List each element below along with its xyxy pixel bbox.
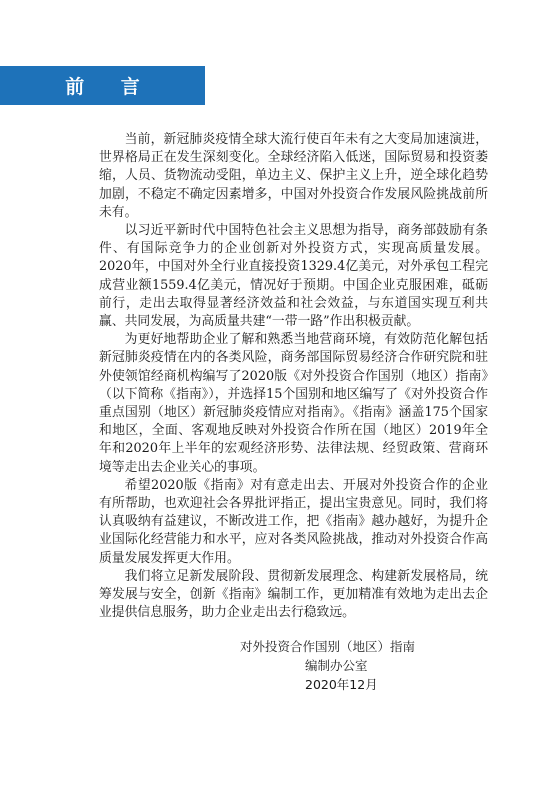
signature-office: 编制办公室 <box>305 658 368 673</box>
signature-date: 2020年12月 <box>305 677 378 692</box>
signature-block <box>240 637 480 694</box>
signature-organization: 对外投资合作国别（地区）指南 <box>240 639 416 654</box>
paragraph-3: 为更好地帮助企业了解和熟悉当地营商环境，有效防范化解包括新冠肺炎疫情在内的各类风险，商务部国际贸易经济合作研究院和驻外使领馆经商机构编写了2020版《对外投资合作国别（地区）指南》（以下简称《指南》），并选择15个国别和地区编写了《对外投资合作重点国别（地区）新冠肺炎疫情应对指南》。《指南》涵盖175个国家和地区，全面、客观地反映对外投资合作所在国（地区）2019年全年和2020年上半年的宏观经济形势、法律法规、经贸政策、营商环境等走出去企业关心的事项。 <box>99 332 488 475</box>
paragraph-5: 我们将立足新发展阶段、贯彻新发展理念、构建新发展格局，统筹发展与安全，创新《指南》编制工作，更加精准有效地为走出去企业提供信息服务，助力企业走出去行稳致远。 <box>99 568 488 621</box>
preface-body <box>99 131 488 622</box>
title-banner <box>0 66 205 105</box>
paragraph-4: 希望2020版《指南》对有意走出去、开展对外投资合作的企业有所帮助，也欢迎社会各界批评指正，提出宝贵意见。同时，我们将认真吸纳有益建议，不断改进工作，把《指南》越办越好，为提升企业国际化经营能力和水平，应对各类风险挑战，推动对外投资合作高质量发展发挥更大作用。 <box>99 477 488 566</box>
page-title: 前 言 <box>65 76 155 98</box>
paragraph-2: 以习近平新时代中国特色社会主义思想为指导，商务部鼓励有条件、有国际竞争力的企业创新对外投资方式，实现高质量发展。2020年，中国对外全行业直接投资1329.4亿美元，对外承包工程完成营业额1559.4亿美元，情况好于预期。中国企业克服困难，砥砺前行，走出去取得显著经济效益和社会效益，与东道国实现互利共赢、共同发展，为高质量共建“一带一路”作出积极贡献。 <box>99 223 488 330</box>
paragraph-1: 当前，新冠肺炎疫情全球大流行使百年未有之大变局加速演进，世界格局正在发生深刻变化。全球经济陷入低迷，国际贸易和投资萎缩，人员、货物流动受阻，单边主义、保护主义上升，逆全球化趋势加剧，不稳定不确定因素增多，中国对外投资合作发展风险挑战前所未有。 <box>99 132 488 220</box>
